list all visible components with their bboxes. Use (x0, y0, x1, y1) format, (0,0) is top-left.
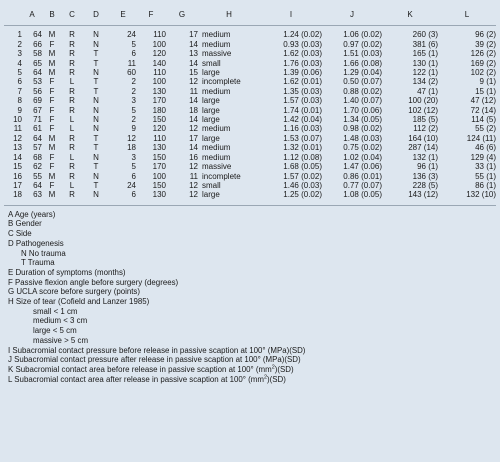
table-cell: F (49, 180, 55, 190)
table-cell: 11 (189, 86, 198, 96)
table-cell: massive (202, 162, 232, 172)
table-cell: 12 (189, 190, 198, 200)
column-header: D (82, 0, 110, 26)
table-cell: T (93, 77, 99, 87)
table-cell: 17 (189, 133, 198, 143)
table-cell: N (93, 190, 99, 200)
table-cell: incomplete (202, 77, 241, 87)
legend-item-g: G UCLA score before surgery (points) (8, 287, 141, 297)
legend-item-k-unit-tail: )(SD) (274, 364, 294, 374)
table-cell: 1.08 (0.05) (343, 190, 382, 200)
table-cell: medium (202, 86, 231, 96)
table-cell: 164 (10) (408, 133, 438, 143)
table-cell: N (93, 68, 99, 78)
table-cell: T (93, 162, 99, 172)
table-cell: 0.75 (0.02) (343, 143, 382, 153)
table-cell: 120 (152, 124, 166, 134)
table-cell: 1.47 (0.06) (343, 162, 382, 172)
table-row (4, 162, 496, 171)
table-cell: 130 (152, 190, 166, 200)
table-cell: 1.46 (0.03) (283, 180, 322, 190)
table-cell: N (93, 115, 99, 125)
table-cell: 1.53 (0.07) (283, 133, 322, 143)
table-cell: small (202, 180, 221, 190)
column-header: C (62, 0, 82, 26)
table-cell: R (69, 190, 75, 200)
table-cell: 1.06 (0.02) (343, 30, 382, 40)
table-cell: 24 (127, 30, 136, 40)
table-row (4, 68, 496, 77)
table-cell: 11 (127, 58, 136, 68)
table-cell: L (69, 77, 75, 87)
table-cell: 1.02 (0.04) (343, 152, 382, 162)
table-cell: 14 (189, 58, 198, 68)
table-row (4, 106, 496, 115)
table-cell: M (48, 30, 56, 40)
table-cell: 1.16 (0.03) (283, 124, 322, 134)
table-cell: 64 (33, 30, 42, 40)
table-cell: 102 (12) (408, 105, 438, 115)
table-cell: 17 (189, 30, 198, 40)
legend-item-l-unit-tail: )(SD) (267, 374, 286, 384)
table-cell: 55 (1) (475, 171, 496, 181)
table-cell: 124 (11) (466, 133, 496, 143)
table-cell: F (49, 152, 55, 162)
table-cell: 1.62 (0.01) (283, 77, 322, 87)
table-cell: large (202, 96, 220, 106)
legend-item-k (8, 365, 496, 375)
table-cell: 170 (152, 162, 166, 172)
table-cell: T (93, 133, 99, 143)
table-cell: 136 (3) (412, 171, 438, 181)
table-cell: 185 (5) (412, 115, 438, 125)
table-row (4, 124, 496, 133)
table-cell: 18 (189, 105, 198, 115)
table-cell: 130 (152, 86, 166, 96)
table-cell: 12 (189, 162, 198, 172)
table-cell: 64 (33, 180, 42, 190)
table-cell: 1.62 (0.03) (283, 49, 322, 59)
table-cell: 60 (127, 68, 136, 78)
table-cell: M (48, 190, 56, 200)
table-cell: 169 (2) (470, 58, 496, 68)
table-cell: 96 (2) (475, 30, 496, 40)
table-row (4, 134, 496, 143)
table-cell: 1.39 (0.06) (283, 68, 322, 78)
table-cell: 100 (152, 39, 166, 49)
table-cell: 0.86 (0.01) (343, 171, 382, 181)
table-cell: 1.25 (0.02) (283, 190, 322, 200)
table-cell: 16 (189, 152, 198, 162)
table-cell: 66 (33, 39, 42, 49)
table-cell: 2 (17, 39, 22, 49)
table-cell: R (69, 49, 75, 59)
table-cell: 65 (33, 58, 42, 68)
table-cell: 102 (2) (470, 68, 496, 78)
legend-subitem-large: large < 5 cm (33, 326, 77, 336)
table-cell: 8 (17, 96, 22, 106)
table-cell: 170 (152, 96, 166, 106)
table-cell: 13 (13, 143, 22, 153)
legend-item-d: D Pathogenesis (8, 238, 64, 248)
table-cell: M (48, 68, 56, 78)
table-cell: 12 (127, 133, 136, 143)
table-cell: R (69, 133, 75, 143)
table-cell: medium (202, 143, 231, 153)
table-cell: M (48, 171, 56, 181)
table-cell: F (49, 77, 55, 87)
table-cell: 100 (20) (408, 96, 438, 106)
table-cell: 24 (127, 180, 136, 190)
table-cell: medium (202, 152, 231, 162)
table-cell: large (202, 105, 220, 115)
table-cell: M (48, 133, 56, 143)
table-cell: 63 (33, 190, 42, 200)
legend-item-k-text: K Subacromial contact area before release in passive scaption at 100° (mm (8, 364, 272, 374)
table-cell: 5 (131, 162, 136, 172)
table-cell: 3 (17, 49, 22, 59)
patient-data-table (4, 0, 496, 205)
table-cell: 0.97 (0.02) (343, 39, 382, 49)
legend-subitem-no-trauma: N No trauma (21, 248, 66, 258)
table-cell: 180 (152, 105, 166, 115)
table-row (4, 153, 496, 162)
table-cell: F (49, 105, 55, 115)
table-cell: 134 (2) (412, 77, 438, 87)
table-cell: 72 (14) (470, 105, 496, 115)
table-cell: 1.42 (0.04) (283, 115, 322, 125)
table-cell: 260 (3) (412, 30, 438, 40)
column-header: H (198, 0, 260, 26)
table-cell: N (93, 39, 99, 49)
table-cell: 1.29 (0.04) (343, 68, 382, 78)
table-cell: M (48, 58, 56, 68)
table-cell: 1.34 (0.05) (343, 115, 382, 125)
table-cell: L (69, 180, 75, 190)
table-cell: 57 (33, 143, 42, 153)
table-cell: 110 (153, 133, 166, 143)
column-header: E (110, 0, 136, 26)
table-cell: 1.68 (0.05) (283, 162, 322, 172)
table-cell: small (202, 58, 221, 68)
table-cell: 1 (17, 30, 22, 40)
table-cell: 0.50 (0.07) (343, 77, 382, 87)
table-cell: F (49, 39, 55, 49)
legend-item-b: B Gender (8, 219, 42, 229)
table-cell: R (69, 30, 75, 40)
table-cell: 6 (131, 49, 136, 59)
table-row (4, 115, 496, 124)
table-cell: R (69, 39, 75, 49)
table-cell: medium (202, 30, 231, 40)
table-cell: L (69, 152, 75, 162)
table-cell: R (69, 96, 75, 106)
table-cell: 9 (17, 105, 22, 115)
table-row (4, 96, 496, 105)
table-cell: 1.12 (0.08) (283, 152, 322, 162)
table-cell: 3 (131, 96, 136, 106)
table-cell: 6 (17, 77, 22, 87)
table-row (4, 40, 496, 49)
table-cell: 14 (189, 115, 198, 125)
table-cell: 71 (33, 115, 42, 125)
table-cell: N (93, 124, 99, 134)
column-header: F (136, 0, 166, 26)
legend-subitem-medium: medium < 3 cm (33, 316, 88, 326)
superscript-two: 2 (263, 374, 267, 381)
legend-item-a: A Age (years) (8, 209, 56, 219)
table-cell: large (202, 133, 220, 143)
table-cell: 100 (152, 77, 166, 87)
table-cell: R (69, 86, 75, 96)
table-cell: 58 (33, 49, 42, 59)
table-cell: 14 (13, 152, 22, 162)
legend-subitem-massive: massive > 5 cm (33, 335, 89, 345)
table-cell: 15 (13, 162, 22, 172)
table-row (4, 59, 496, 68)
table-cell: 3 (131, 152, 136, 162)
table-cell: 110 (153, 30, 166, 40)
table-cell: L (69, 115, 75, 125)
table-cell: 14 (189, 96, 198, 106)
legend-item-h: H Size of tear (Cofield and Lanzer 1985) (8, 297, 150, 307)
table-row (4, 26, 496, 40)
legend-subitem-small: small < 1 cm (33, 306, 78, 316)
table-cell: R (69, 105, 75, 115)
legend-item-l (8, 375, 496, 385)
table-cell: massive (202, 49, 232, 59)
table-cell: F (49, 115, 55, 125)
legend-item-c: C Side (8, 229, 32, 239)
table-cell: 143 (12) (408, 190, 438, 200)
table-cell: N (93, 96, 99, 106)
table-cell: 11 (189, 171, 198, 181)
table-cell: 1.35 (0.03) (283, 86, 322, 96)
table-cell: 18 (127, 143, 136, 153)
table-cell: 126 (2) (470, 49, 496, 59)
column-header: A (22, 0, 42, 26)
table-cell: 2 (131, 115, 136, 125)
column-header: B (42, 0, 62, 26)
table-cell: 14 (189, 143, 198, 153)
table-cell: 0.98 (0.02) (343, 124, 382, 134)
table-cell: 1.48 (0.03) (343, 133, 382, 143)
table-cell: 62 (33, 162, 42, 172)
column-header (4, 0, 22, 26)
column-header: G (166, 0, 198, 26)
column-header: I (260, 0, 322, 26)
column-header: K (382, 0, 438, 26)
table-cell: T (93, 58, 99, 68)
table-cell: 9 (1) (479, 77, 496, 87)
table-cell: M (48, 143, 56, 153)
table-cell: R (69, 162, 75, 172)
table-cell: 122 (1) (412, 68, 438, 78)
table-cell: T (93, 86, 99, 96)
table-cell: 16 (13, 171, 22, 181)
table-cell: 150 (152, 180, 166, 190)
table-cell: 140 (152, 58, 166, 68)
table-cell: 15 (189, 68, 198, 78)
table-cell: 13 (189, 49, 198, 59)
table-cell: N (93, 105, 99, 115)
table-cell: 0.77 (0.07) (343, 180, 382, 190)
table-cell: F (49, 86, 55, 96)
table-cell: R (69, 143, 75, 153)
table-cell: R (69, 171, 75, 181)
table-cell: medium (202, 124, 231, 134)
table-cell: 5 (131, 39, 136, 49)
table-cell: 12 (189, 124, 198, 134)
table-row (4, 87, 496, 96)
table-cell: 120 (152, 49, 166, 59)
table-cell: medium (202, 39, 231, 49)
table-cell: 150 (152, 152, 166, 162)
table-cell: N (93, 171, 99, 181)
table-cell: T (93, 143, 99, 153)
table-cell: 112 (2) (413, 124, 438, 134)
table-row (4, 143, 496, 152)
table-cell: 5 (17, 68, 22, 78)
table-cell: 6 (131, 171, 136, 181)
superscript-two: 2 (271, 364, 275, 371)
table-cell: 12 (189, 77, 198, 87)
table-header-row (4, 0, 496, 26)
table-cell: 1.76 (0.03) (283, 58, 322, 68)
column-header: J (322, 0, 382, 26)
table-cell: 10 (13, 115, 22, 125)
table-cell: 130 (1) (412, 58, 438, 68)
table-cell: N (93, 152, 99, 162)
table-cell: 15 (1) (475, 86, 496, 96)
table-cell: 47 (12) (470, 96, 496, 106)
table-cell: 132 (10) (466, 190, 496, 200)
table-cell: 47 (1) (417, 86, 438, 96)
table-row (4, 181, 496, 190)
table-body (4, 26, 496, 205)
table-cell: 0.88 (0.02) (343, 86, 382, 96)
table-cell: large (202, 190, 220, 200)
table-cell: 53 (33, 77, 42, 87)
table-cell: 96 (1) (417, 162, 438, 172)
table-cell: 67 (33, 105, 42, 115)
table-cell: 150 (152, 115, 166, 125)
table-legend (4, 206, 496, 385)
table-cell: 7 (17, 86, 22, 96)
table-cell: F (49, 162, 55, 172)
table-cell: F (49, 124, 55, 134)
table-cell: 1.51 (0.03) (343, 49, 382, 59)
legend-item-e: E Duration of symptoms (months) (8, 267, 126, 277)
table-cell: 69 (33, 96, 42, 106)
table-cell: 129 (4) (470, 152, 496, 162)
table-cell: 130 (152, 143, 166, 153)
legend-item-j: J Subacromial contact pressure after release in passive scaption at 100° (MPa)(SD) (8, 355, 301, 365)
table-cell: 12 (13, 133, 22, 143)
table-row (4, 172, 496, 181)
table-cell: 1.57 (0.03) (283, 96, 322, 106)
table-cell: 1.66 (0.08) (343, 58, 382, 68)
table-cell: 11 (13, 124, 22, 134)
table-cell: 228 (5) (412, 180, 438, 190)
table-cell: 132 (1) (412, 152, 438, 162)
table-cell: L (69, 124, 75, 134)
table-cell: 12 (189, 180, 198, 190)
table-cell: 110 (153, 68, 166, 78)
table-cell: 64 (33, 133, 42, 143)
table-cell: 1.32 (0.01) (283, 143, 322, 153)
legend-item-f: F Passive flexion angle before surgery (degrees) (8, 277, 179, 287)
table-cell: 14 (189, 39, 198, 49)
legend-item-l-text: L Subacromial contact area after release in passive scaption at 100° (mm (8, 374, 264, 384)
table-cell: N (93, 30, 99, 40)
table-cell: 1.57 (0.02) (283, 171, 322, 181)
table-cell: F (49, 96, 55, 106)
table-cell: 18 (13, 190, 22, 200)
table-cell: R (69, 58, 75, 68)
table-cell: 68 (33, 152, 42, 162)
table-cell: 1.24 (0.02) (283, 30, 322, 40)
table-row (4, 190, 496, 204)
table-cell: 4 (17, 58, 22, 68)
table-cell: 46 (6) (475, 143, 496, 153)
table-cell: 17 (13, 180, 22, 190)
table-cell: T (93, 180, 99, 190)
table-cell: large (202, 115, 220, 125)
table-cell: 114 (5) (471, 115, 496, 125)
legend-subitem-trauma: T Trauma (21, 258, 55, 268)
table-cell: large (202, 68, 220, 78)
table-cell: incomplete (202, 171, 241, 181)
table-cell: 0.93 (0.03) (283, 39, 322, 49)
table-cell: 2 (131, 77, 136, 87)
table-cell: 86 (1) (475, 180, 496, 190)
table-cell: 100 (152, 171, 166, 181)
table-cell: 381 (6) (412, 39, 438, 49)
table-cell: 6 (131, 190, 136, 200)
table-cell: R (69, 68, 75, 78)
table-cell: 64 (33, 68, 42, 78)
table-cell: 5 (131, 105, 136, 115)
table-cell: 56 (33, 86, 42, 96)
column-header: L (438, 0, 496, 26)
table-cell: 1.70 (0.06) (343, 105, 382, 115)
table-cell: 287 (14) (408, 143, 438, 153)
table-cell: 165 (1) (412, 49, 438, 59)
table-cell: 55 (33, 171, 42, 181)
table-cell: 61 (33, 124, 42, 134)
table-cell: 33 (1) (475, 162, 496, 172)
table-cell: 1.40 (0.07) (343, 96, 382, 106)
table-cell: T (93, 49, 99, 59)
table-cell: 55 (2) (475, 124, 496, 134)
table-cell: M (48, 49, 56, 59)
table-cell: 39 (2) (475, 39, 496, 49)
table-cell: 9 (131, 124, 136, 134)
table-row (4, 77, 496, 86)
table-row (4, 49, 496, 58)
table-cell: 1.74 (0.01) (283, 105, 322, 115)
table-cell: 2 (131, 86, 136, 96)
legend-item-i: I Subacromial contact pressure before release in passive scaption at 100° (MPa)(SD) (8, 345, 306, 355)
